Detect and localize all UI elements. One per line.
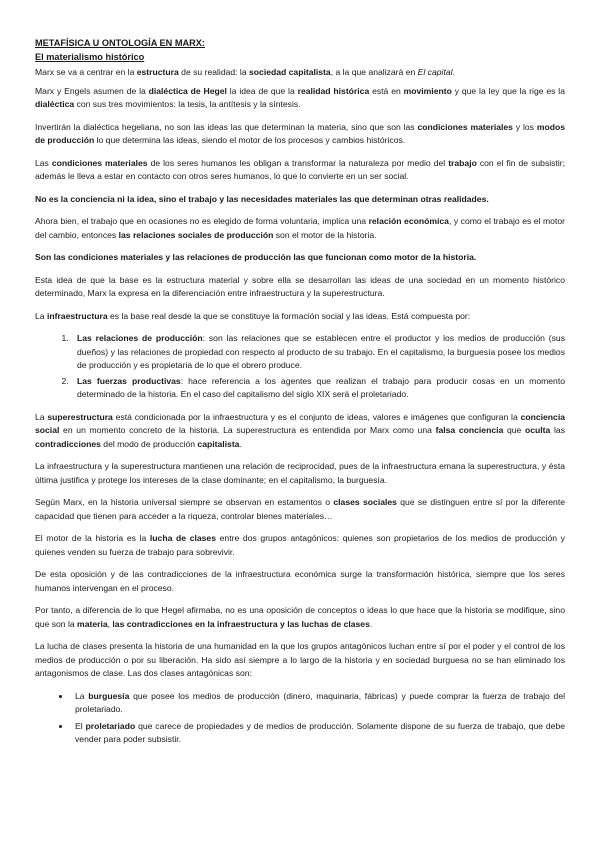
infraestructura-list [35, 332, 565, 402]
list-item: • La burguesía que posee los medios de producción (dinero, maquinaria, fábricas) y puede comprar la fuerza de trabajo del proletariado. [71, 690, 565, 717]
document-page [35, 36, 565, 750]
paragraph-condiciones: Las condiciones materiales de los seres humanos les obligan a transformar la naturaleza por medio del trabajo con el fin de subsistir; además le lleva a estar en contacto con otros seres humanos, lo que lo convierte en un ser social. [35, 157, 565, 181]
paragraph-antagonismos: La lucha de clases presenta la historia de una humanidad en la que los grupos antagónicos luchan entre sí por el poder y el control de los medios de producción o por su liberación. Ha sido así siempre a lo largo de la historia y en sociedad burguesa no se han eliminado los antagonismos de clase. Las dos clases antagónicas son: [35, 641, 565, 678]
list-item: 2. Las fuerzas productivas: hace referencia a los agentes que realizan el trabajo para producir cosas en un momento determinado de la historia. En el caso del capitalismo del siglo XIX será el proletariado. [71, 375, 565, 402]
section-heading: El materialismo histórico [35, 52, 145, 62]
document-title: METAFÍSICA U ONTOLOGÍA EN MARX: [35, 38, 205, 48]
paragraph-infraestructura: La infraestructura es la base real desde la que se constituye la formación social y las ideas. Está compuesta por: [35, 310, 471, 321]
paragraph-reciprocidad: La infraestructura y la superestructura mantienen una relación de reciprocidad, pues de la infraestructura emana la superestructura, y ésta última justifica y protege los intereses de la clase dominante; en el capitalismo, la burguesía. [35, 461, 565, 485]
paragraph-relacion-economica: Ahora bien, el trabajo que en ocasiones no es elegido de forma voluntaria, implica una relación económica, y como el trabajo es el motor del cambio, entonces las relaciones sociales de producción son el motor de la historia. [35, 216, 565, 240]
paragraph-lucha-clases: El motor de la historia es la lucha de clases entre dos grupos antagónicos: quienes son propietarios de los medios de producción y quienes venden su fuerza de trabajo para sobrevivir. [35, 533, 565, 557]
paragraph-motor-key: Son las condiciones materiales y las relaciones de producción las que funcionan como motor de la historia. [35, 252, 477, 262]
clases-list [35, 690, 565, 747]
list-item: • El proletariado que carece de propiedades y de medios de producción. Solamente dispone de su fuerza de trabajo, que debe vender para poder subsistir. [71, 720, 565, 747]
paragraph-estructura: Marx se va a centrar en la estructura de su realidad: la sociedad capitalista, a la que analizará en El capital. [35, 67, 455, 77]
paragraph-inversion: Invertirán la dialéctica hegeliana, no son las ideas las que determinan la materia, sino que son las condiciones materiales y los modos de producción lo que determina las ideas, siendo el motor de los procesos y cambios históricos. [35, 121, 565, 145]
paragraph-conciencia-key: No es la conciencia ni la idea, sino el trabajo y las necesidades materiales las que determinan otras realidades. [35, 193, 489, 204]
paragraph-clases-sociales: Según Marx, en la historia universal siempre se observan en estamentos o clases sociales que se distinguen entre sí por la diferente capacidad que tienen para acceder a la riqueza, controlar bienes materiales… [35, 497, 565, 521]
paragraph-hegel: Por tanto, a diferencia de lo que Hegel afirmaba, no es una oposición de conceptos o ideas lo que hace que la historia se modifique, sino que son la materia, las contradicciones en la infraestructura y las luchas de clases. [35, 605, 565, 629]
paragraph-dialectica: Marx y Engels asumen de la dialéctica de Hegel la idea de que la realidad histórica está en movimiento y que la ley que la rige es la dialéctica con sus tres movimientos: la tesis, la antítesis y la síntesis. [35, 85, 565, 109]
list-item: 1. Las relaciones de producción: son las relaciones que se establecen entre el productor y los medios de producción (sus dueños) y las relaciones de propiedad con respecto al producto de su trabajo. En el capitalismo, la burguesía posee los medios de producción y es propietaria de lo que el obrero produce. [71, 332, 565, 373]
paragraph-base: Esta idea de que la base es la estructura material y sobre ella se desarrollan las ideas de una sociedad en un momento histórico determinado, Marx la expresa en la diferenciación entre infraestructura y la superestructura. [35, 274, 565, 298]
paragraph-superestructura: La superestructura está condicionada por la infraestructura y es el conjunto de ideas, valores e imágenes que configuran la conciencia social en un momento concreto de la historia. La superestructura es entendida por Marx como una falsa conciencia que oculta las contradicciones del modo de producción capitalista. [35, 411, 565, 449]
paragraph-oposicion: De esta oposición y de las contradicciones de la infraestructura económica surge la transformación histórica, siempre que los seres humanos intervengan en el proceso. [35, 569, 565, 593]
